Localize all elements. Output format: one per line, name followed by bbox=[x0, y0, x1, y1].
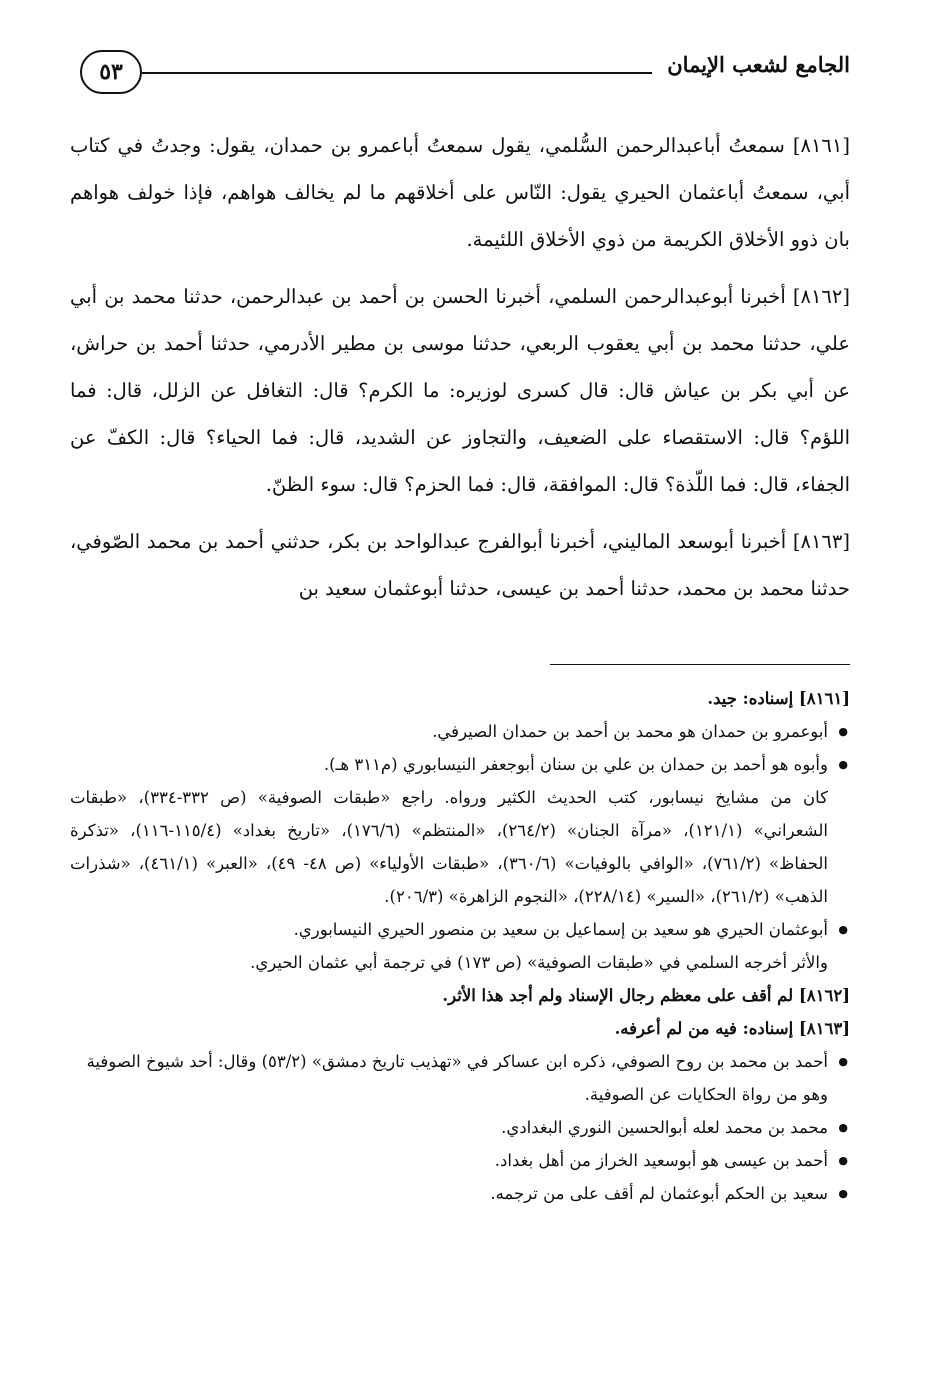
main-text bbox=[70, 122, 850, 622]
paragraph-8161: [٨١٦١] سمعتُ أباعبدالرحمن السُّلمي، يقول سمعتُ أباعمرو بن حمدان، يقول: وجدتُ في كتاب أبي، سمعتُ أباعثمان الحيري يقول: النّاس على أخلاقهم ما لم يخالف هواهم، فإذا خولف هواهم بان ذوو الأخلاق الكريمة من ذوي الأخلاق اللئيمة. bbox=[70, 134, 850, 251]
footnote-8161-continuation: كان من مشايخ نيسابور، كتب الحديث الكثير ورواه. راجع «طبقات الصوفية» (ص ٣٣٢-٣٣٤)، «طبقات الشعراني» (١٢١/١)، «مرآة الجنان» (٢٦٤/٢)، «المنتظم» (١٧٦/٦)، «تاريخ بغداد» (١١٥/٤-١١٦)، «تذكرة الحفاظ» (٧٦١/٢)، «الوافي بالوفيات» (٣٦٠/٦)، «طبقات الأولياء» (ص ٤٨- ٤٩)، «العبر» (٤٦١/١)، «شذرات الذهب» (٢٦١/٢)، «السير» (٢٢٨/١٤)، «النجوم الزاهرة» (٢٠٦/٣). bbox=[70, 788, 828, 906]
footnote-8161-head: [٨١٦١] إسناده: جيد. bbox=[707, 689, 850, 708]
footnote-separator bbox=[550, 664, 850, 665]
footnote-8161-continuation-2: والأثر أخرجه السلمي في «طبقات الصوفية» (ص ١٧٣) في ترجمة أبي عثمان الحيري. bbox=[250, 953, 828, 972]
footnote-8162: [٨١٦٢] لم أقف على معظم رجال الإسناد ولم أجد هذا الأثر. bbox=[442, 986, 850, 1005]
list-item: ● أحمد بن عيسى هو أبوسعيد الخراز من أهل بغداد. bbox=[70, 1144, 850, 1177]
list-item: ● أبوعمرو بن حمدان هو محمد بن أحمد بن حمدان الصيرفي. bbox=[70, 715, 850, 748]
footnote-8163-list bbox=[70, 1045, 850, 1210]
header-rule bbox=[142, 72, 652, 74]
list-item: ● محمد بن محمد لعله أبوالحسين النوري البغدادي. bbox=[70, 1111, 850, 1144]
paragraph-8162: [٨١٦٢] أخبرنا أبوعبدالرحمن السلمي، أخبرنا الحسن بن أحمد بن عبدالرحمن، حدثنا محمد بن أبي علي، حدثنا محمد بن أبي يعقوب الربعي، حدثنا موسى بن مطير الأدرمي، حدثنا أحمد بن حراش، عن أبي بكر بن عياش قال: قال كسرى لوزيره: ما الكرم؟ قال: التغافل عن الزلل، قال: فما اللؤم؟ قال: الاستقصاء على الضعيف، والتجاوز عن الشديد، قال: فما الحياء؟ قال: الكفّ عن الجفاء، قال: فما اللّذة؟ قال: الموافقة، قال: فما الحزم؟ قال: سوء الظنّ. bbox=[70, 285, 850, 496]
paragraph-8163: [٨١٦٣] أخبرنا أبوسعد الماليني، أخبرنا أبوالفرج عبدالواحد بن بكر، حدثني أحمد بن محمد الصّوفي، حدثنا محمد بن محمد، حدثنا أحمد بن عيسى، حدثنا أبوعثمان سعيد بن bbox=[70, 530, 850, 600]
list-item: ● وأبوه هو أحمد بن حمدان بن علي بن سنان أبوجعفر النيسابوري (م٣١١ هـ). bbox=[70, 748, 850, 781]
list-item: ● أبوعثمان الحيري هو سعيد بن إسماعيل بن سعيد بن منصور الحيري النيسابوري. bbox=[70, 913, 850, 946]
list-item: ● سعيد بن الحكم أبوعثمان لم أقف على من ترجمه. bbox=[70, 1177, 850, 1210]
footnote-8163-head: [٨١٦٣] إسناده: فيه من لم أعرفه. bbox=[614, 1019, 850, 1038]
page-header bbox=[70, 42, 850, 102]
book-title: الجامع لشعب الإيمان bbox=[667, 52, 850, 77]
footnote-8161-list-2 bbox=[70, 913, 850, 946]
list-item: ● أحمد بن محمد بن روح الصوفي، ذكره ابن عساكر في «تهذيب تاريخ دمشق» (٥٣/٢) وقال: أحد شيوخ الصوفية وهو من رواة الحكايات عن الصوفية. bbox=[70, 1045, 850, 1111]
footnotes bbox=[70, 682, 850, 1210]
page-number: ٥٣ bbox=[80, 50, 142, 94]
footnote-8161-list bbox=[70, 715, 850, 781]
